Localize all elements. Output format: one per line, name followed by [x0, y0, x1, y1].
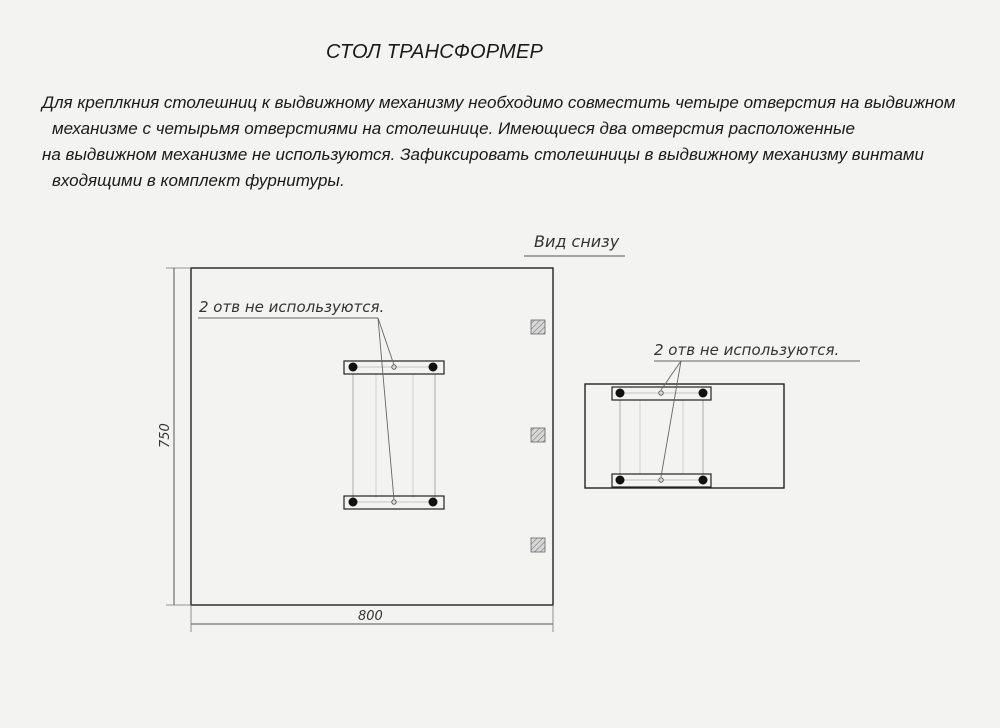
instruction-line-3: на выдвижном механизме не используются. Зафиксировать столешницы в выдвижному механизму винтами — [42, 145, 925, 164]
hatch-block-top — [531, 320, 545, 334]
instruction-line-1: Для креплкния столешниц к выдвижному механизму необходимо совместить четыре отверстия на выдвижном — [42, 93, 956, 112]
instruction-line-4: входящими в комплект фурнитуры. — [52, 171, 345, 190]
note-right: 2 отв не используются. — [654, 341, 840, 359]
view-label: Вид снизу — [534, 232, 620, 251]
mount-hole — [699, 389, 708, 398]
note-left-leader — [378, 318, 394, 500]
mount-hole — [699, 476, 708, 485]
width-dimension-label: 800 — [358, 609, 383, 624]
mechanism-large — [344, 361, 444, 509]
hatch-block-bottom — [531, 538, 545, 552]
hatch-block-middle — [531, 428, 545, 442]
note-right-leader — [661, 361, 681, 390]
height-dimension-label: 750 — [158, 423, 173, 448]
instruction-line-2: механизме с четырьмя отверстиями на столешнице. Имеющиеся два отверстия расположенные — [52, 119, 855, 138]
page-title: СТОЛ ТРАНСФОРМЕР — [326, 41, 544, 63]
large-tabletop — [191, 268, 553, 605]
note-left: 2 отв не используются. — [199, 298, 385, 316]
height-dimension — [158, 268, 191, 605]
mount-hole — [616, 476, 625, 485]
width-dimension — [191, 605, 553, 632]
mount-hole — [349, 363, 358, 372]
mount-hole — [616, 389, 625, 398]
note-right-leader — [661, 361, 681, 477]
mount-hole — [429, 363, 438, 372]
mount-hole — [349, 498, 358, 507]
mount-hole — [429, 498, 438, 507]
